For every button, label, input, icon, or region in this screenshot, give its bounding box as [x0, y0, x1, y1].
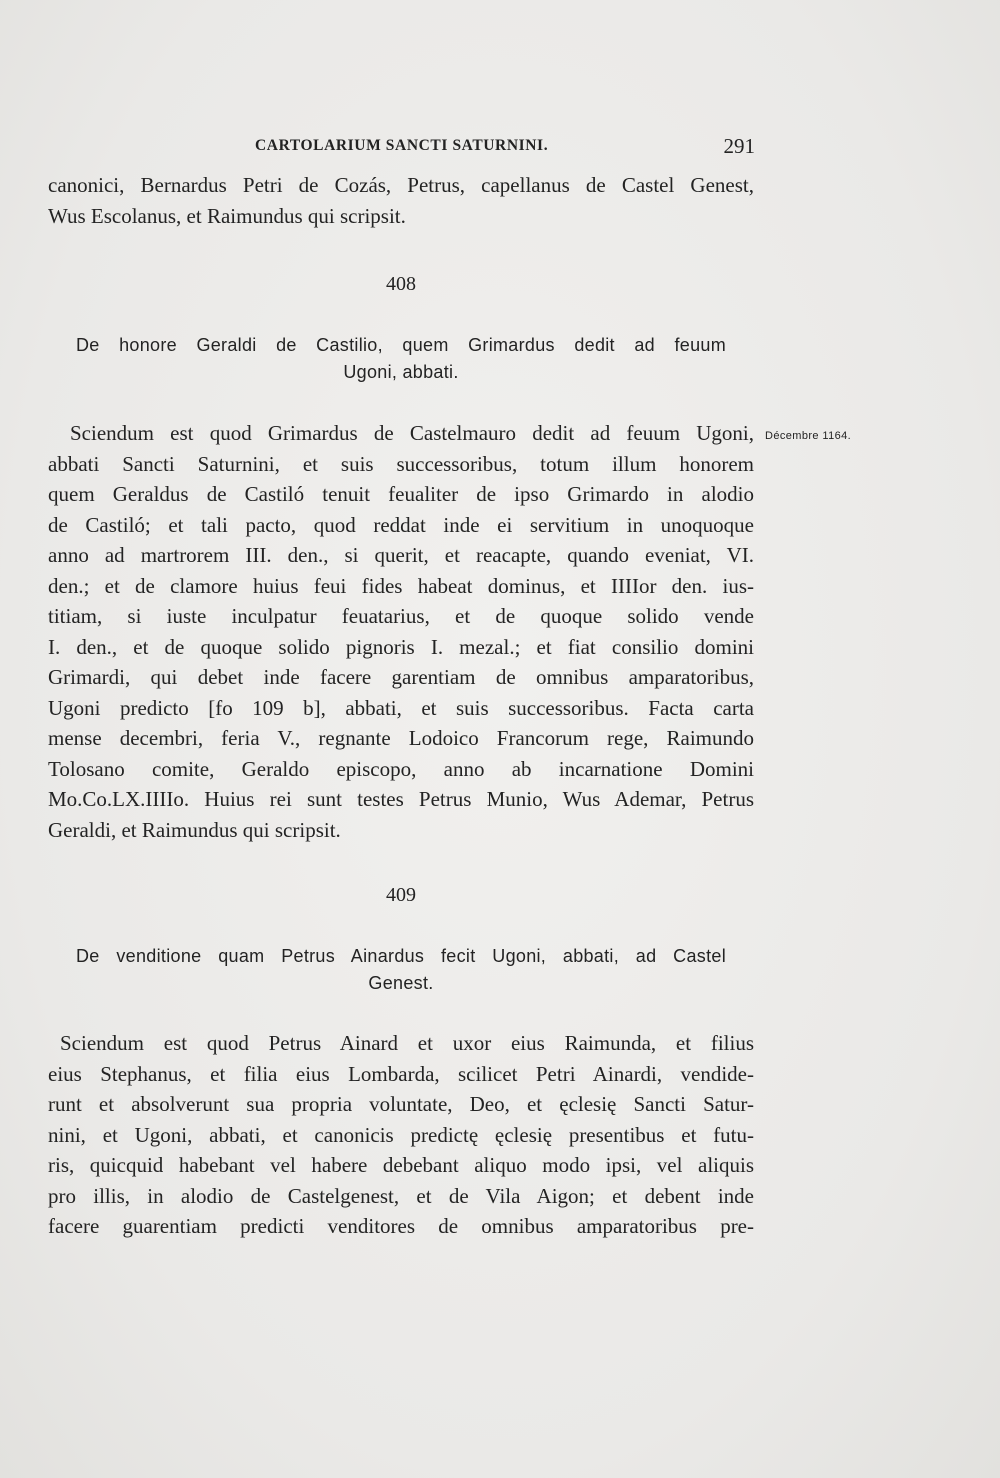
text-line: Grimardi, qui debet inde facere garentiam de omnibus amparatoribus,	[48, 665, 754, 689]
title-line: De honore Geraldi de Castilio, quem Grimardus dedit ad feuum	[76, 335, 726, 355]
charter-title	[76, 943, 726, 997]
text-line: I. den., et de quoque solido pignoris I. mezal.; et fiat consilio domini	[48, 634, 754, 659]
title-line: Genest.	[368, 973, 434, 993]
text-line: nini, et Ugoni, abbati, et canonicis predictę ęclesię presentibus et futu-	[48, 1122, 754, 1147]
text-line: Tolosano comite, Geraldo episcopo, anno ab incarnatione Domini	[48, 756, 754, 781]
text-line: quem Geraldus de Castiló tenuit feualiter de ipso Grimardo in alodio	[48, 482, 754, 506]
charter-body	[48, 418, 754, 845]
running-title: CARTOLARIUM SANCTI SATURNINI.	[255, 137, 549, 154]
text-line: facere guarentiam predicti venditores de omnibus amparatoribus pre-	[48, 1214, 754, 1238]
text-line: mense decembri, feria V., regnante Lodoico Francorum rege, Raimundo	[48, 726, 754, 750]
title-line: Ugoni, abbati.	[343, 362, 459, 382]
page-number: 291	[723, 134, 755, 158]
margin-date-note: Décembre 1164.	[765, 430, 852, 442]
text-line: canonici, Bernardus Petri de Cozás, Petrus, capellanus de Castel Genest,	[48, 173, 754, 197]
text-line: Sciendum est quod Petrus Ainard et uxor eius Raimunda, et filius	[60, 1031, 754, 1055]
title-line: De venditione quam Petrus Ainardus fecit Ugoni, abbati, ad Castel	[76, 946, 726, 966]
text-line: de Castiló; et tali pacto, quod reddat inde ei servitium in unoquoque	[48, 512, 754, 537]
text-line: pro illis, in alodio de Castelgenest, et de Vila Aigon; et debent inde	[48, 1183, 754, 1208]
text-line: runt et absolverunt sua propria voluntate, Deo, et ęclesię Sancti Satur-	[48, 1092, 754, 1116]
text-line: Geraldi, et Raimundus qui scripsit.	[48, 817, 341, 842]
charter-number: 408	[386, 273, 416, 295]
charter-title	[76, 332, 726, 386]
intro-paragraph	[48, 170, 754, 231]
text-line: eius Stephanus, et filia eius Lombarda, scilicet Petri Ainardi, vendide-	[48, 1061, 754, 1086]
text-line: den.; et de clamore huius feui fides habeat dominus, et IIIIor den. ius-	[48, 573, 754, 598]
text-line: Mo.Co.LX.IIIIo. Huius rei sunt testes Petrus Munio, Wus Ademar, Petrus	[48, 787, 754, 811]
charter-body	[48, 1028, 754, 1242]
text-line: ris, quicquid habebant vel habere debebant aliquo modo ipsi, vel aliquis	[48, 1153, 754, 1177]
text-line: Wus Escolanus, et Raimundus qui scripsit.	[48, 203, 406, 228]
text-line: titiam, si iuste inculpatur feuatarius, et de quoque solido vende	[48, 604, 754, 628]
text-line: anno ad martrorem III. den., si querit, et reacapte, quando eveniat, VI.	[48, 543, 754, 567]
charter-number: 409	[386, 884, 416, 906]
text-line: Sciendum est quod Grimardus de Castelmauro dedit ad feuum Ugoni,	[70, 421, 754, 445]
running-head	[255, 134, 755, 159]
text-line: abbati Sancti Saturnini, et suis successoribus, totum illum honorem	[48, 451, 754, 476]
text-line: Ugoni predicto [fo 109 b], abbati, et suis successoribus. Facta carta	[48, 695, 754, 720]
